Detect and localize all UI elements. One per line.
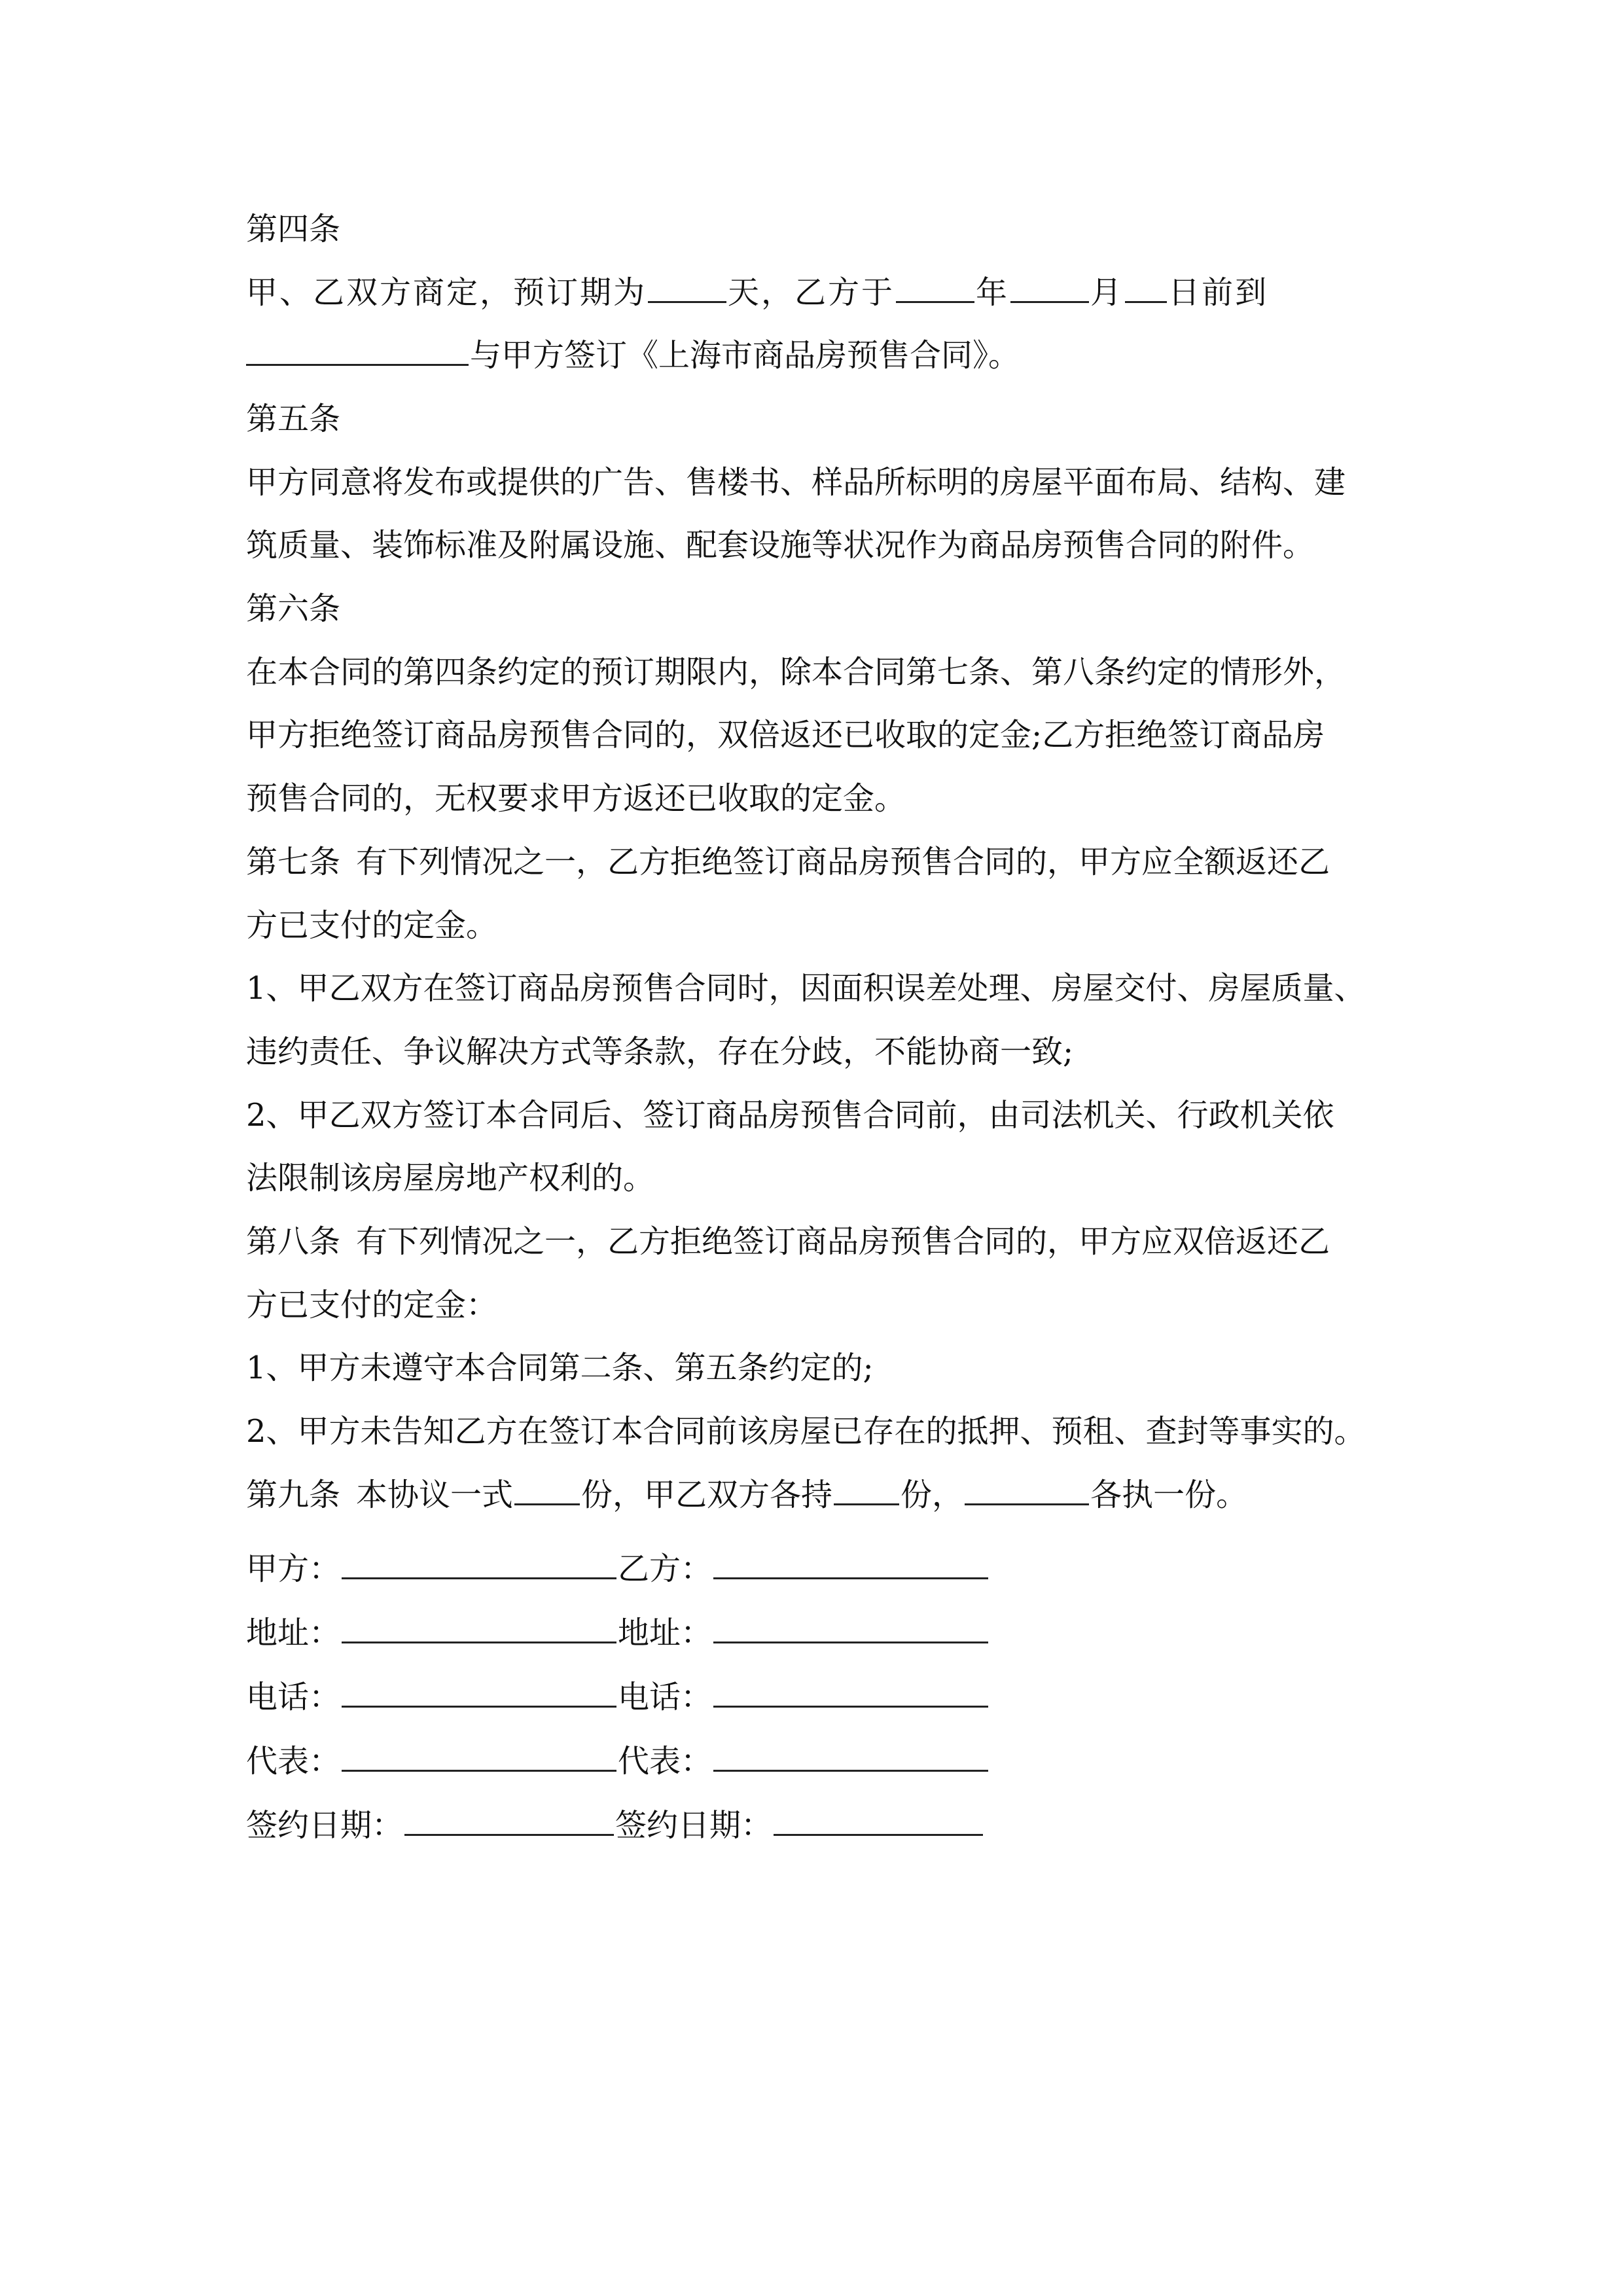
article8-line: 1、甲方未遵守本合同第二条、第五条约定的; (246, 1350, 874, 1386)
article7-line: 1、甲乙双方在签订商品房预售合同时，因面积误差处理、房屋交付、房屋质量、 (246, 970, 1366, 1007)
article7-line: 违约责任、争议解决方式等条款，存在分歧，不能协商一致; (246, 1033, 1074, 1070)
article6-line: 在本合同的第四条约定的预订期限内，除本合同第七条、第八条约定的情形外， (246, 654, 1346, 691)
article4-line1: 甲、乙双方商定，预订期为 天，乙方于 年 月 日前到 (246, 274, 1269, 311)
copies-each-blank[interactable] (834, 1476, 899, 1505)
article6-heading: 第六条 (246, 590, 341, 627)
party-a-blank[interactable] (342, 1550, 616, 1579)
representative-row: 代表： 代表： (246, 1732, 1398, 1791)
party-b-sign-date-blank[interactable] (774, 1806, 983, 1836)
phone-row: 电话： 电话： (246, 1668, 1398, 1727)
article5-line: 筑质量、装饰标准及附属设施、配套设施等状况作为商品房预售合同的附件。 (246, 527, 1315, 564)
article6-line: 甲方拒绝签订商品房预售合同的，双倍返还已收取的定金;乙方拒绝签订商品房 (246, 717, 1325, 753)
article8-line: 方已支付的定金： (246, 1287, 498, 1323)
article4-heading: 第四条 (246, 211, 341, 247)
party-a-phone-blank[interactable] (342, 1678, 616, 1708)
party-a-sign-date-blank[interactable] (404, 1806, 614, 1836)
party-row: 甲方： 乙方： (246, 1539, 1398, 1598)
party-b-address-blank[interactable] (713, 1614, 988, 1643)
day-blank[interactable] (1125, 274, 1167, 303)
year-blank[interactable] (896, 274, 974, 303)
location-blank[interactable] (246, 336, 469, 366)
article5-heading: 第五条 (246, 401, 341, 437)
article7-line: 法限制该房屋房地产权利的。 (246, 1160, 655, 1196)
third-party-blank[interactable] (965, 1476, 1089, 1505)
sign-date-row: 签约日期： 签约日期： (246, 1796, 1398, 1855)
party-b-phone-blank[interactable] (713, 1678, 988, 1708)
article8-line: 2、甲方未告知乙方在签订本合同前该房屋已存在的抵押、预租、查封等事实的。 (246, 1413, 1366, 1450)
party-b-blank[interactable] (713, 1550, 988, 1579)
party-b-representative-blank[interactable] (713, 1742, 988, 1772)
party-a-address-blank[interactable] (342, 1614, 616, 1643)
address-row: 地址： 地址： (246, 1604, 1398, 1662)
article4-line2: 与甲方签订《上海市商品房预售合同》。 (246, 326, 1398, 385)
article7-first-line: 第七条 有下列情况之一，乙方拒绝签订商品房预售合同的，甲方应全额返还乙 (246, 844, 1330, 880)
article8-first-line: 第八条 有下列情况之一，乙方拒绝签订商品房预售合同的，甲方应双倍返还乙 (246, 1223, 1330, 1260)
copies-total-blank[interactable] (514, 1476, 580, 1505)
party-a-representative-blank[interactable] (342, 1742, 616, 1772)
article9-line: 第九条 本协议一式 份，甲乙双方各持 份， 各执一份。 (246, 1477, 1248, 1513)
article7-line: 方已支付的定金。 (246, 907, 498, 944)
month-blank[interactable] (1010, 274, 1089, 303)
article5-line: 甲方同意将发布或提供的广告、售楼书、样品所标明的房屋平面布局、结构、建 (246, 464, 1346, 501)
article7-line: 2、甲乙双方签订本合同后、签订商品房预售合同前，由司法机关、行政机关依 (246, 1097, 1334, 1134)
article6-line: 预售合同的，无权要求甲方返还已收取的定金。 (246, 780, 906, 817)
booking-days-blank[interactable] (648, 274, 726, 303)
